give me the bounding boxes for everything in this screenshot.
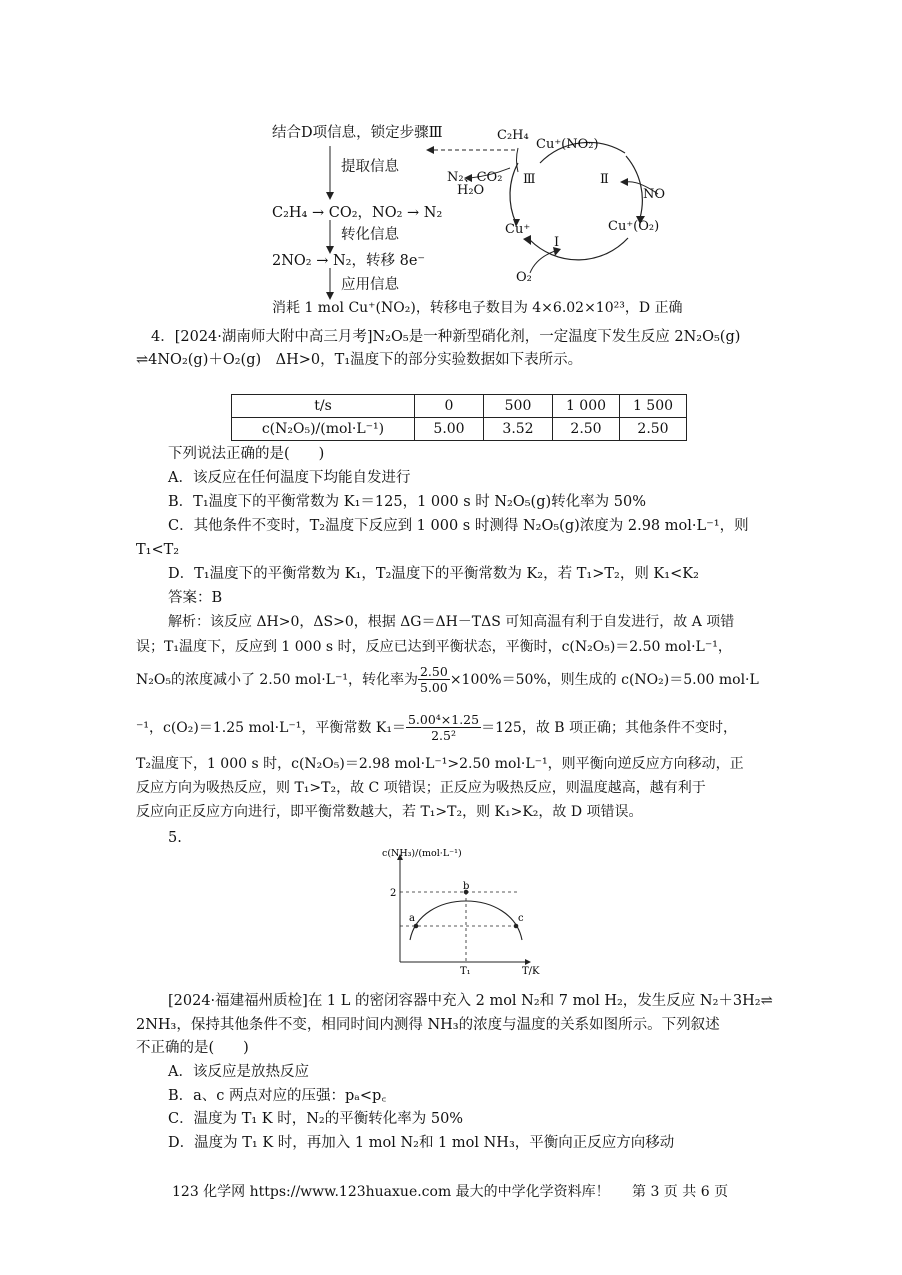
explanation-text: ＝125，故 B 项正确；其他条件不变时， — [481, 719, 738, 736]
flow-line1: C₂H₄ → CO₂，NO₂ → N₂ — [272, 205, 443, 221]
q4-explanation-line7: 反应向正反应方向进行，即平衡常数越大，若 T₁>T₂，则 K₁>K₂，故 D 项错误。 — [136, 804, 643, 820]
explanation-text: ⁻¹，c(O₂)＝1.25 mol·L⁻¹，平衡常数 K₁＝ — [136, 719, 406, 736]
q4-option-a: A．该反应在任何温度下均能自发进行 — [168, 470, 411, 486]
explanation-text: N₂O₅的浓度减小了 2.50 mol·L⁻¹，转化率为 — [136, 671, 418, 688]
q4-option-c-line1: C．其他条件不变时，T₂温度下反应到 1 000 s 时测得 N₂O₅(g)浓度为 2.98 mol·L⁻¹，则 — [168, 518, 749, 534]
q4-data-table — [231, 394, 687, 441]
graph-x-axis-label: T/K — [522, 966, 540, 977]
q4-explanation-line3 — [136, 664, 759, 695]
cycle-cu: Cu⁺ — [505, 222, 531, 237]
equilibrium-constant-fraction — [406, 712, 481, 743]
table-row-label: c(N₂O₅)/(mol·L⁻¹) — [232, 418, 415, 441]
graph-y-axis-label: c(NH₃)/(mol·L⁻¹) — [382, 848, 462, 859]
q4-stem-line1: 4．[2024·湖南师大附中高三月考]N₂O₅是一种新型硝化剂，一定温度下发生反应 2N₂O₅(g) — [151, 329, 741, 345]
q4-prompt: 下列说法正确的是( ) — [168, 446, 325, 462]
cycle-step2: Ⅱ — [600, 172, 609, 187]
graph-point-c-label: c — [518, 913, 524, 924]
table-cell: 2.50 — [620, 418, 687, 441]
table-cell: 2.50 — [553, 418, 620, 441]
conversion-fraction — [418, 664, 450, 695]
point-c-marker — [514, 924, 519, 929]
q4-stem-line2: ⇌4NO₂(g)＋O₂(g) ΔH>0，T₁温度下的部分实验数据如下表所示。 — [136, 352, 583, 368]
graph-y-tick-2: 2 — [390, 888, 397, 899]
q5-option-a: A．该反应是放热反应 — [168, 1064, 309, 1080]
cycle-step1: Ⅰ — [554, 235, 560, 250]
cycle-no: NO — [643, 187, 666, 202]
graph-point-a-label: a — [409, 913, 415, 924]
q5-number: 5. — [168, 830, 182, 846]
fraction-numerator: 5.00⁴×1.25 — [407, 712, 480, 727]
table-header-cell: 1 000 — [553, 395, 620, 418]
q4-explanation-line6: 反应方向为吸热反应，则 T₁>T₂，故 C 项错误；正反应为吸热反应，则温度越高，越有利于 — [136, 780, 706, 796]
cycle-cu-no2: Cu⁺(NO₂) — [536, 137, 599, 152]
flow-conclusion: 消耗 1 mol Cu⁺(NO₂)，转移电子数目为 4×6.02×10²³，D 正确 — [272, 300, 683, 316]
q4-explanation-line4 — [136, 712, 737, 743]
q5-stem-line2: 2NH₃，保持其他条件不变，相同时间内测得 NH₃的浓度与温度的关系如图所示。下列叙述 — [136, 1017, 720, 1033]
cycle-step3: Ⅲ — [523, 172, 536, 187]
footer-site-text: 123 化学网 https://www.123huaxue.com 最大的中学化学资料库！ — [172, 1184, 610, 1200]
cycle-n2-co2: N₂、CO₂ — [447, 170, 503, 185]
q5-option-c: C．温度为 T₁ K 时，N₂的平衡转化率为 50% — [168, 1111, 464, 1127]
q4-explanation-line5: T₂温度下，1 000 s 时，c(N₂O₅)＝2.98 mol·L⁻¹>2.50 mol·L⁻¹，则平衡向逆反应方向移动，正 — [136, 756, 744, 772]
flow-line2: 2NO₂ → N₂，转移 8e⁻ — [272, 253, 426, 269]
point-a-marker — [414, 924, 419, 929]
q4-answer: 答案：B — [168, 590, 223, 606]
fraction-denominator: 5.00 — [419, 680, 448, 695]
cycle-cu-o2: Cu⁺(O₂) — [608, 219, 660, 234]
fraction-numerator: 2.50 — [419, 664, 448, 679]
table-cell: 5.00 — [415, 418, 484, 441]
table-cell: 3.52 — [484, 418, 553, 441]
table-row — [232, 418, 687, 441]
q4-option-b: B．T₁温度下的平衡常数为 K₁＝125，1 000 s 时 N₂O₅(g)转化率为 50% — [168, 494, 646, 510]
table-header-row — [232, 395, 687, 418]
fraction-denominator: 2.5² — [431, 728, 456, 743]
cycle-h2o: H₂O — [457, 183, 485, 198]
flow-title: 结合D项信息，锁定步骤Ⅲ — [272, 125, 443, 141]
footer-page-number: 第 3 页 共 6 页 — [632, 1184, 729, 1200]
explanation-text: ×100%＝50%，则生成的 c(NO₂)＝5.00 mol·L — [449, 671, 759, 688]
table-header-cell: 500 — [484, 395, 553, 418]
graph-point-b-label: b — [463, 881, 470, 892]
q5-stem-line3: 不正确的是( ) — [136, 1040, 249, 1056]
q5-option-b: B．a、c 两点对应的压强：pₐ<p꜀ — [168, 1088, 387, 1104]
table-header-cell: t/s — [232, 395, 415, 418]
flow-step2-label: 转化信息 — [341, 227, 399, 243]
cycle-o2: O₂ — [516, 270, 532, 285]
q4-explanation-line1: 解析：该反应 ΔH>0，ΔS>0，根据 ΔG＝ΔH－TΔS 可知高温有利于自发进行，故 A 项错 — [168, 614, 735, 630]
cycle-c2h4: C₂H₄ — [497, 128, 529, 143]
q4-option-c-line2: T₁<T₂ — [136, 542, 180, 558]
table-header-cell: 0 — [415, 395, 484, 418]
flow-step3-label: 应用信息 — [341, 277, 399, 293]
q4-option-d: D．T₁温度下的平衡常数为 K₁，T₂温度下的平衡常数为 K₂，若 T₁>T₂，则 K₁<K₂ — [168, 566, 699, 582]
q5-option-d: D．温度为 T₁ K 时，再加入 1 mol N₂和 1 mol NH₃，平衡向正反应方向移动 — [168, 1135, 675, 1151]
q5-graph — [380, 848, 550, 978]
q5-stem-line1: [2024·福建福州质检]在 1 L 的密闭容器中充入 2 mol N₂和 7 mol H₂，发生反应 N₂＋3H₂⇌ — [168, 993, 773, 1009]
q4-explanation-line2: 误；T₁温度下，反应到 1 000 s 时，反应已达到平衡状态，平衡时，c(N₂O₅)＝2.50 mol·L⁻¹， — [136, 639, 732, 655]
graph-t1-label: T₁ — [460, 966, 471, 977]
flow-step1-label: 提取信息 — [341, 159, 399, 175]
table-header-cell: 1 500 — [620, 395, 687, 418]
